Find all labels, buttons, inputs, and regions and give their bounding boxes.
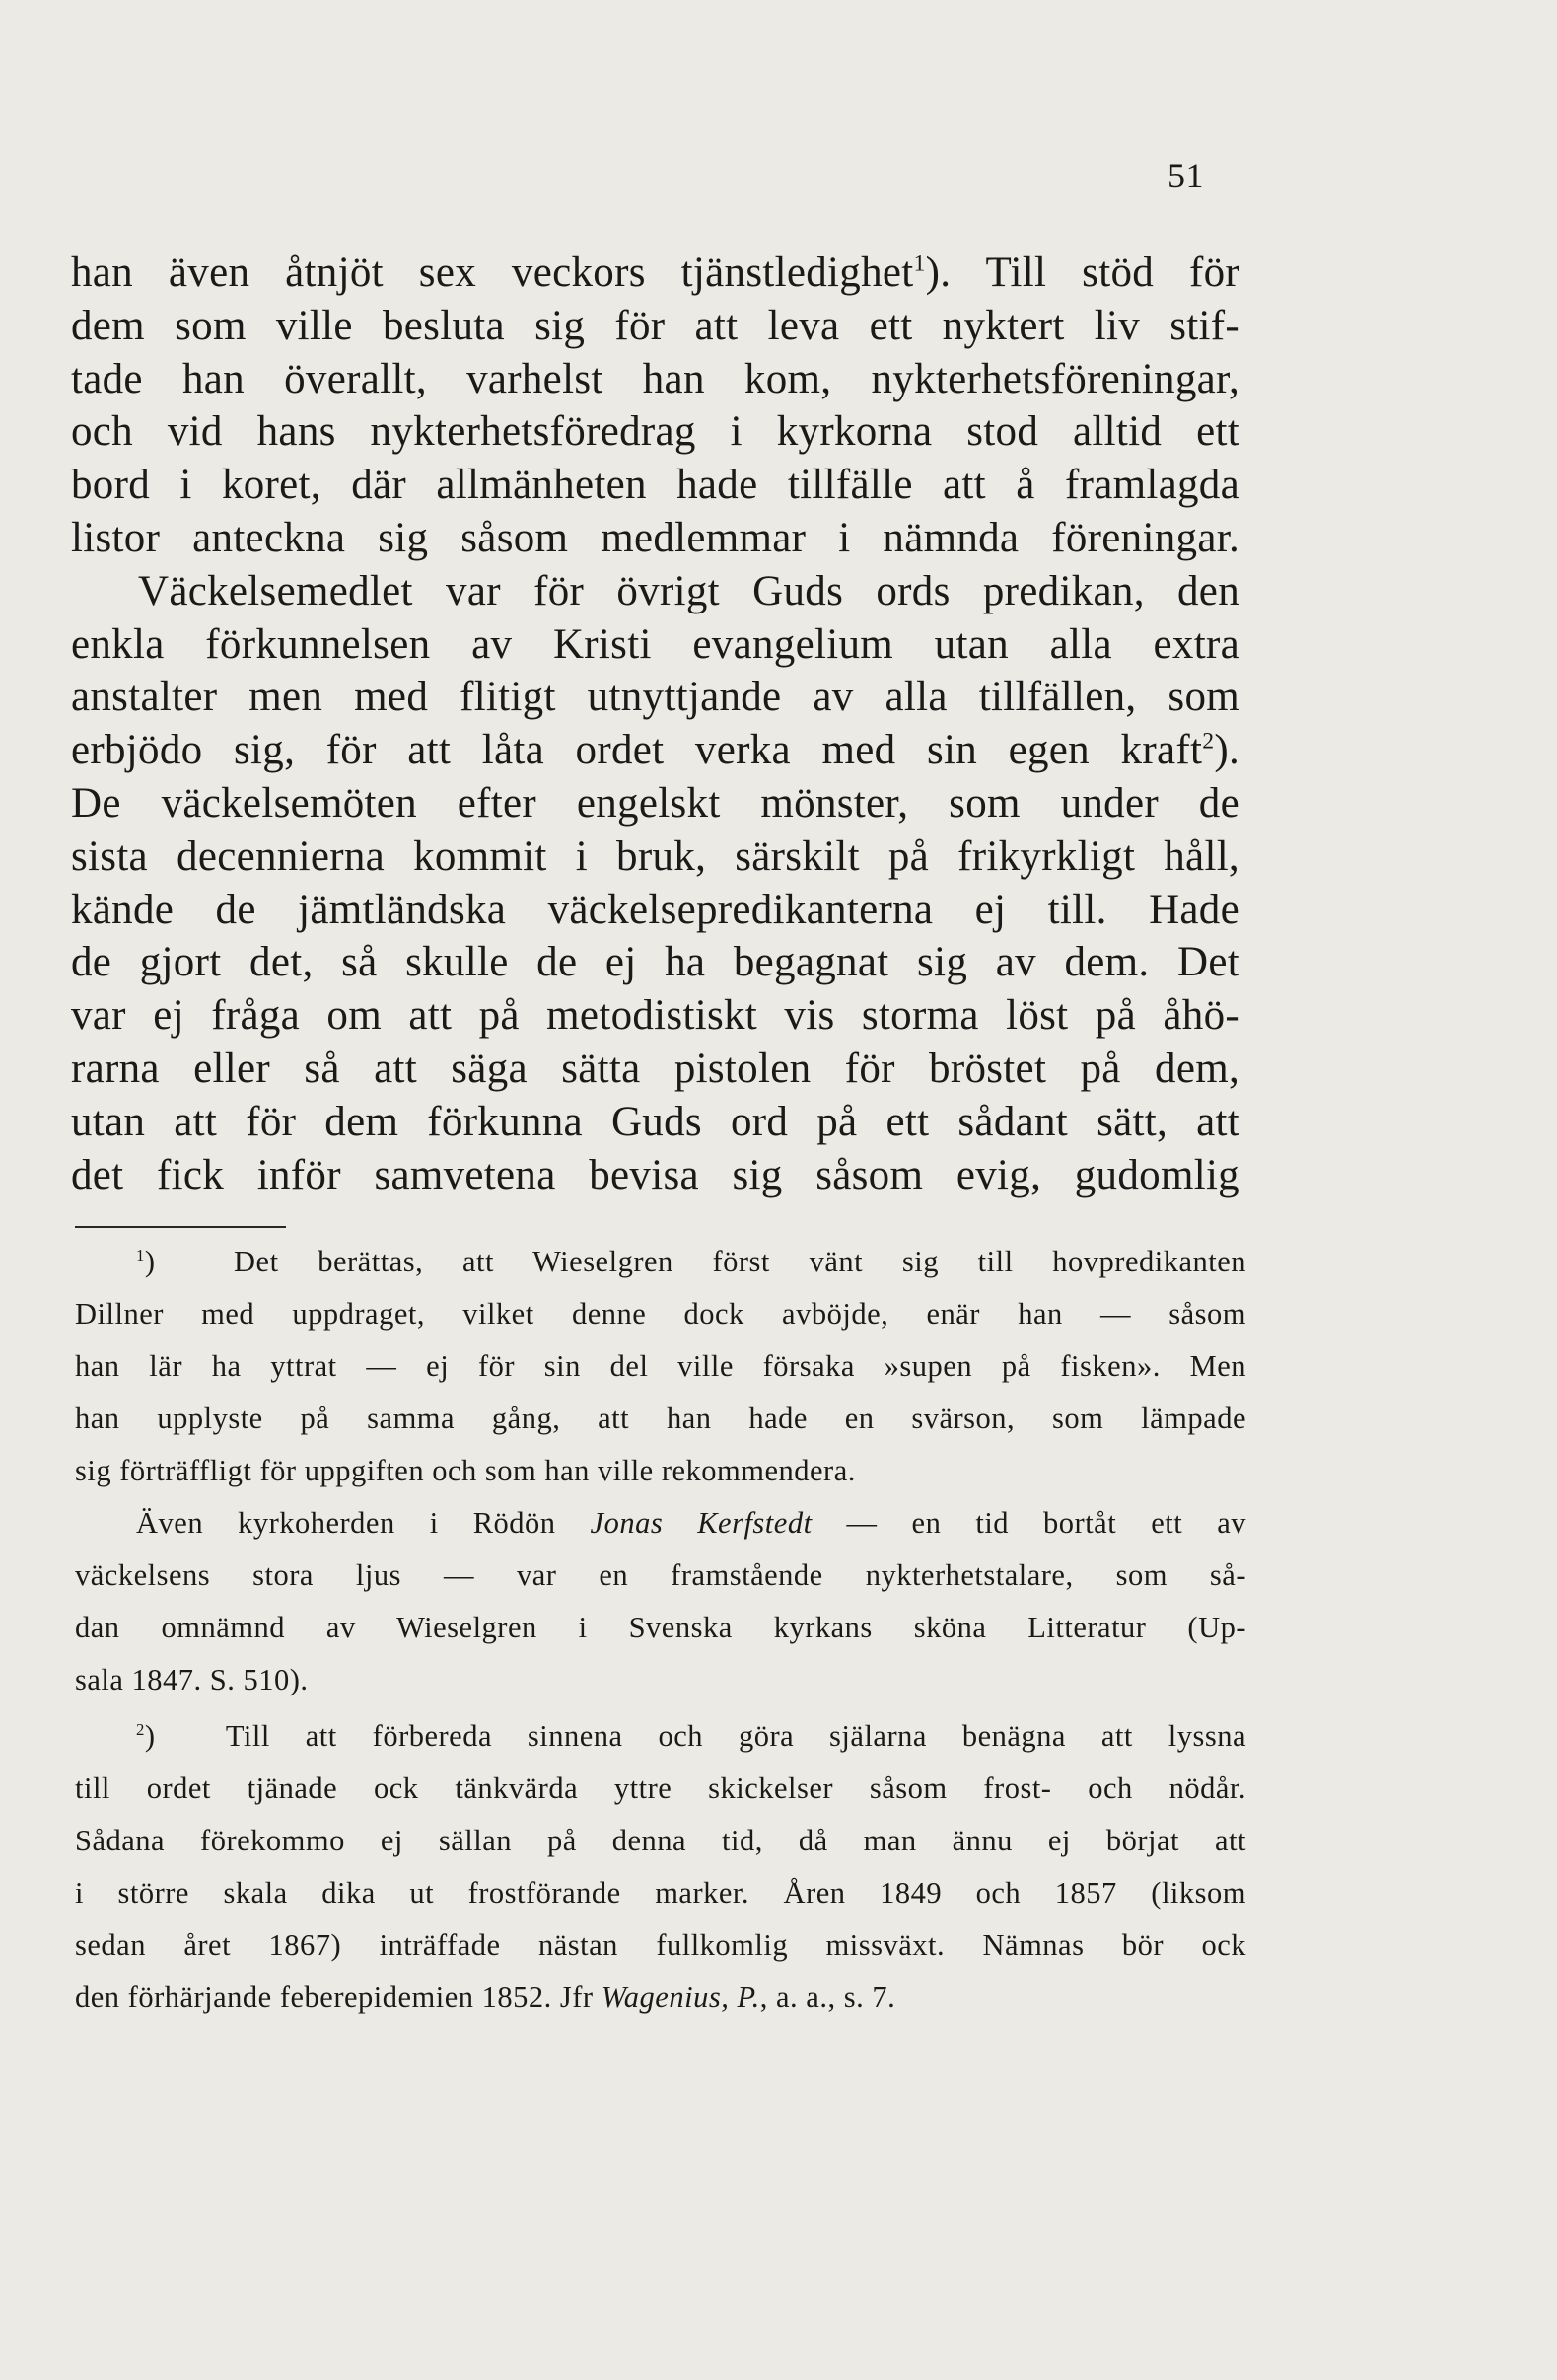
footnote-text: Även kyrkoherden i Rödön <box>136 1506 591 1540</box>
text-segment: han även åtnjöt sex veckors tjänstledighet <box>71 250 914 296</box>
text-line: bord i koret, där allmänheten hade tillfälle att å framlagda <box>71 462 1239 509</box>
footnote-ref-1: 1 <box>913 251 926 277</box>
text-line <box>71 247 1239 300</box>
text-line: sista decennierna kommit i bruk, särskilt på frikyrkligt håll, <box>71 832 1239 880</box>
footnote-line <box>75 1497 1246 1550</box>
footnote-ref-2: 2 <box>1202 728 1215 755</box>
footnote-marker: 2 <box>136 1719 145 1739</box>
text-segment: ). <box>1214 727 1239 774</box>
footnote-line <box>75 1972 1246 2024</box>
text-line: kände de jämtländska väckelsepredikanterna ej till. Hade <box>71 886 1239 933</box>
footnote-text: Det berättas, att Wieselgren först vänt sig till hovpredikanten <box>234 1245 1246 1278</box>
footnote-line: han upplyste på samma gång, att han hade en svärson, som lämpade <box>75 1402 1246 1435</box>
footnote-text: Till att förbereda sinnena och göra själarna benägna att lyssna <box>225 1719 1246 1753</box>
text-segment: ). Till stöd för <box>925 250 1240 296</box>
footnote-divider <box>75 1226 286 1228</box>
author-name: Wagenius, P. <box>601 1981 760 2014</box>
footnote-text: — en tid bortåt ett av <box>812 1506 1246 1540</box>
text-line: anstalter men med flitigt utnyttjande av alla tillfällen, som <box>71 674 1239 721</box>
footnote-line: väckelsens stora ljus — var en framstående nykterhetstalare, som så- <box>75 1558 1246 1592</box>
paragraph-start-line: Väckelsemedlet var för övrigt Guds ords predikan, den <box>138 567 1239 614</box>
text-line: De väckelsemöten efter engelskt mönster, som under de <box>71 779 1239 827</box>
text-line: listor anteckna sig såsom medlemmar i nämnda föreningar. <box>71 514 1239 561</box>
footnote-line: Sådana förekommo ej sällan på denna tid, då man ännu ej börjat att <box>75 1824 1246 1857</box>
text-line: rarna eller så att säga sätta pistolen för bröstet på dem, <box>71 1045 1239 1092</box>
footnotes <box>75 1236 1246 2024</box>
main-text <box>71 247 1239 1201</box>
footnote-line: han lär ha yttrat — ej för sin del ville försaka »supen på fisken». Men <box>75 1349 1246 1383</box>
footnote-line: sala 1847. S. 510). <box>75 1663 309 1696</box>
footnote-line: sedan året 1867) inträffade nästan fullkomlig missväxt. Nämnas bör ock <box>75 1928 1246 1962</box>
text-line: enkla förkunnelsen av Kristi evangelium utan alla extra <box>71 620 1239 668</box>
footnote-line: Dillner med uppdraget, vilket denne dock avböjde, enär han — såsom <box>75 1297 1246 1331</box>
text-line: de gjort det, så skulle de ej ha begagnat sig av dem. Det <box>71 939 1239 986</box>
text-line: var ej fråga om att på metodistiskt vis storma löst på åhö- <box>71 992 1239 1040</box>
text-line: tade han överallt, varhelst han kom, nykterhetsföreningar, <box>71 355 1239 402</box>
footnote-marker: 1 <box>136 1245 145 1264</box>
person-name: Jonas Kerfstedt <box>590 1506 813 1540</box>
footnote-line <box>75 1710 1246 1763</box>
text-line: och vid hans nykterhetsföredrag i kyrkorna stod alltid ett <box>71 408 1239 456</box>
footnote-line: till ordet tjänade ock tänkvärda yttre skickelser såsom frost- och nödår. <box>75 1771 1246 1805</box>
text-line <box>71 724 1239 777</box>
footnote-line: sig förträffligt för uppgiften och som han ville rekommendera. <box>75 1454 856 1487</box>
text-line: det fick inför samvetena bevisa sig såsom evig, gudomlig <box>71 1151 1239 1198</box>
footnote-marker-paren: ) <box>144 1245 156 1278</box>
footnote-text: , a. a., s. 7. <box>759 1981 896 2014</box>
footnote-line <box>75 1236 1246 1288</box>
footnote-2 <box>75 1710 1246 2024</box>
text-line: dem som ville besluta sig för att leva ett nyktert liv stif- <box>71 302 1239 349</box>
footnote-text: den förhärjande feberepidemien 1852. Jfr <box>75 1981 602 2014</box>
footnote-line: dan omnämnd av Wieselgren i Svenska kyrkans sköna Litteratur (Up- <box>75 1611 1246 1644</box>
footnote-line: i större skala dika ut frostförande marker. Åren 1849 och 1857 (liksom <box>75 1876 1246 1910</box>
footnote-marker-paren: ) <box>144 1719 156 1753</box>
text-line: utan att för dem förkunna Guds ord på ett sådant sätt, att <box>71 1098 1239 1145</box>
text-segment: erbjödo sig, för att låta ordet verka med sin egen kraft <box>71 727 1203 774</box>
footnote-1 <box>75 1236 1246 1706</box>
page-number: 51 <box>1168 156 1204 195</box>
